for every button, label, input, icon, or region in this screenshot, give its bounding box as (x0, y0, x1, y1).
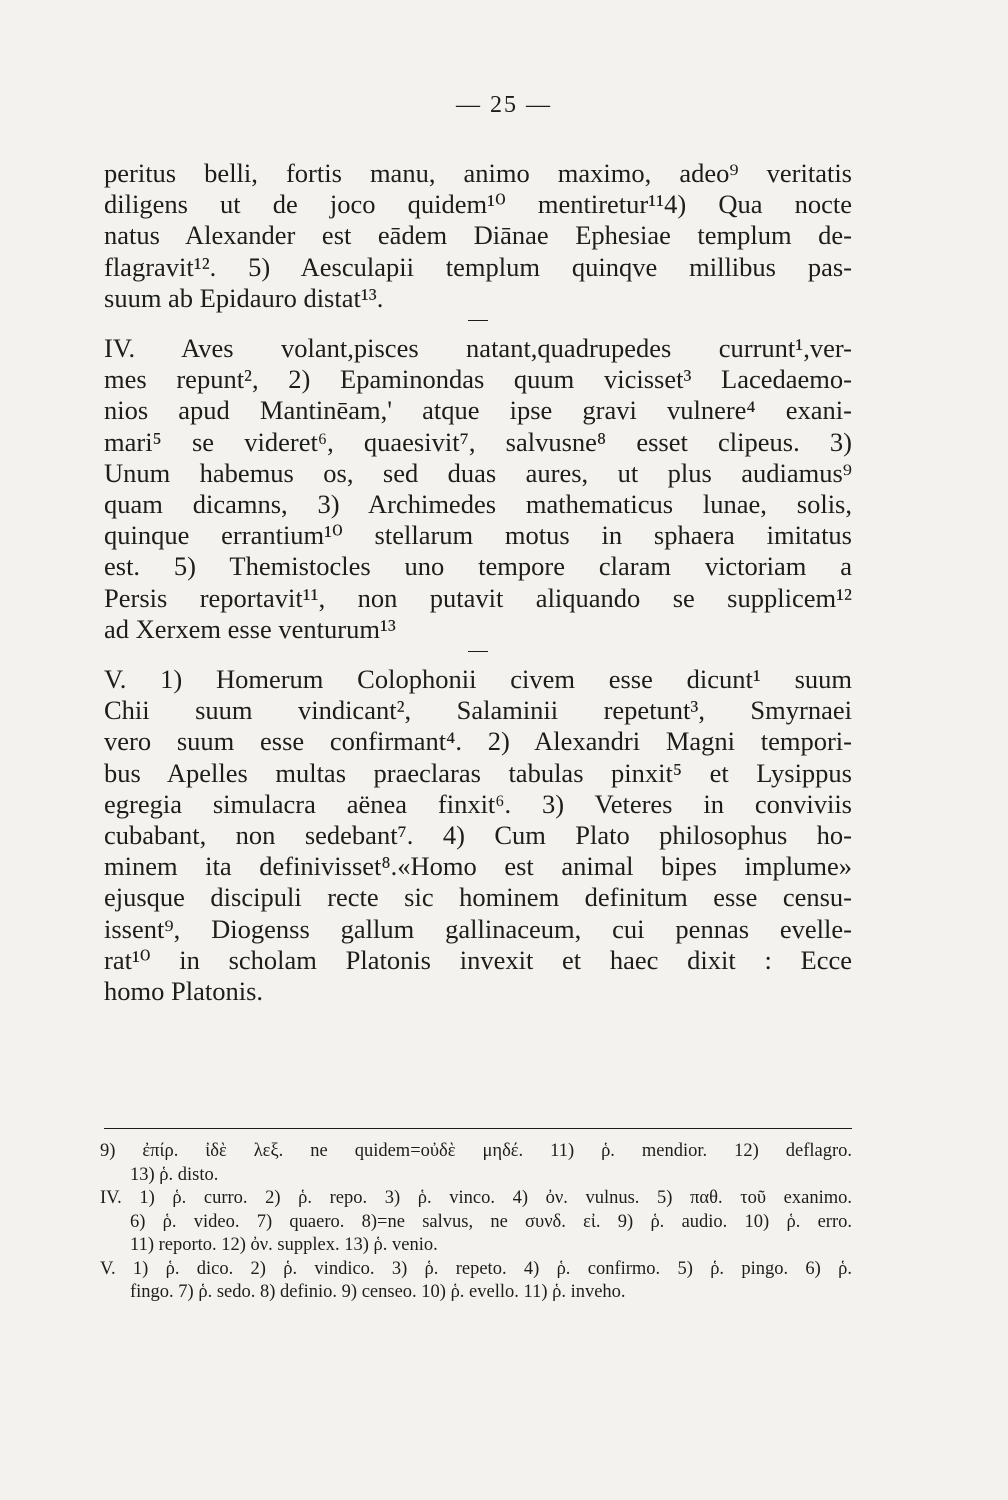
section-divider (468, 651, 488, 652)
text-line: ejusque discipuli recte sic hominem definitum esse censu- (104, 882, 852, 913)
text-line: issent⁹, Diogenss gallum gallinaceum, cui pennas evelle- (104, 913, 852, 944)
text-line: bus Apelles multas praeclaras tabulas pinxit⁵ et Lysippus (104, 757, 852, 788)
text-line: mes repunt², 2) Epaminondas quum vicisset³ Lacedaemo- (104, 364, 852, 395)
footnote-line: V. 1) ῥ. dico. 2) ῥ. vindico. 3) ῥ. repeto. 4) ῥ. confirmo. 5) ῥ. pingo. 6) ῥ. (100, 1258, 852, 1279)
text-line: ad Xerxem esse venturum¹³ (104, 613, 396, 644)
text-line: vero suum esse confirmant⁴. 2) Alexandri Magni tempori- (104, 726, 852, 757)
text-line: est. 5) Themistocles uno tempore claram victoriam a (104, 551, 852, 582)
text-line: Chii suum vindicant², Salaminii repetunt³, Smyrnaei (104, 695, 852, 726)
text-line: cubabant, non sedebant⁷. 4) Cum Plato philosophus ho- (104, 820, 852, 851)
footnote-line: 11) reporto. 12) ὀν. supplex. 13) ῥ. venio. (130, 1235, 438, 1255)
text-line: Unum habemus os, sed duas aures, ut plus audiamus⁹ (104, 457, 852, 488)
page-number: — 25 — (456, 92, 552, 118)
text-line: flagravit¹². 5) Aesculapii templum quinqve millibus pas- (104, 251, 852, 282)
text-line: minem ita definivisset⁸.«Homo est animal bipes implume» (104, 851, 852, 882)
footnote-line: 9) ἐπίρ. ἰδὲ λεξ. ne quidem=οὐδὲ μηδέ. 11) ῥ. mendior. 12) deflagro. (100, 1141, 852, 1161)
text-line: homo Platonis. (104, 976, 264, 1007)
footnotes (100, 1140, 852, 1305)
main-text (104, 158, 852, 1007)
footnote-line: 6) ῥ. video. 7) quaero. 8)=ne salvus, ne συνδ. εἰ. 9) ῥ. audio. 10) ῥ. erro. (130, 1211, 852, 1232)
footnote-line: IV. 1) ῥ. curro. 2) ῥ. repo. 3) ῥ. vinco. 4) ὀν. vulnus. 5) παθ. τοῦ exanimo. (100, 1188, 852, 1208)
text-line: suum ab Epidauro distat¹³. (104, 282, 384, 313)
text-line: diligens ut de joco quidem¹⁰ mentiretur¹¹4) Qua nocte (104, 189, 852, 220)
text-line: quam dicamns, 3) Archimedes mathematicus lunae, solis, (104, 489, 852, 520)
text-line: V. 1) Homerum Colophonii civem esse dicunt¹ suum (104, 664, 852, 695)
text-line: quinque errantium¹⁰ stellarum motus in sphaera imitatus (104, 520, 852, 551)
footnote-rule (104, 1128, 852, 1129)
text-line: rat¹⁰ in scholam Platonis invexit et haec dixit : Ecce (104, 944, 852, 975)
footnote-line: fingo. 7) ῥ. sedo. 8) definio. 9) censeo. 10) ῥ. evello. 11) ῥ. inveho. (130, 1282, 626, 1302)
text-line: egregia simulacra aënea finxit⁶. 3) Veteres in conviviis (104, 788, 852, 819)
section-divider (468, 320, 488, 321)
text-line: Persis reportavit¹¹, non putavit aliquando se supplicem¹² (104, 582, 852, 613)
text-line: peritus belli, fortis manu, animo maximo, adeo⁹ veritatis (104, 158, 852, 188)
text-line: natus Alexander est eādem Diānae Ephesiae templum de- (104, 220, 852, 251)
text-line: mari⁵ se videret⁶, quaesivit⁷, salvusne⁸ esset clipeus. 3) (104, 426, 852, 457)
text-line: IV. Aves volant,pisces natant,quadrupedes currunt¹,ver- (104, 333, 852, 364)
footnote-line: 13) ῥ. disto. (130, 1164, 219, 1185)
text-line: nios apud Mantinēam,' atque ipse gravi vulnere⁴ exani- (104, 395, 852, 426)
